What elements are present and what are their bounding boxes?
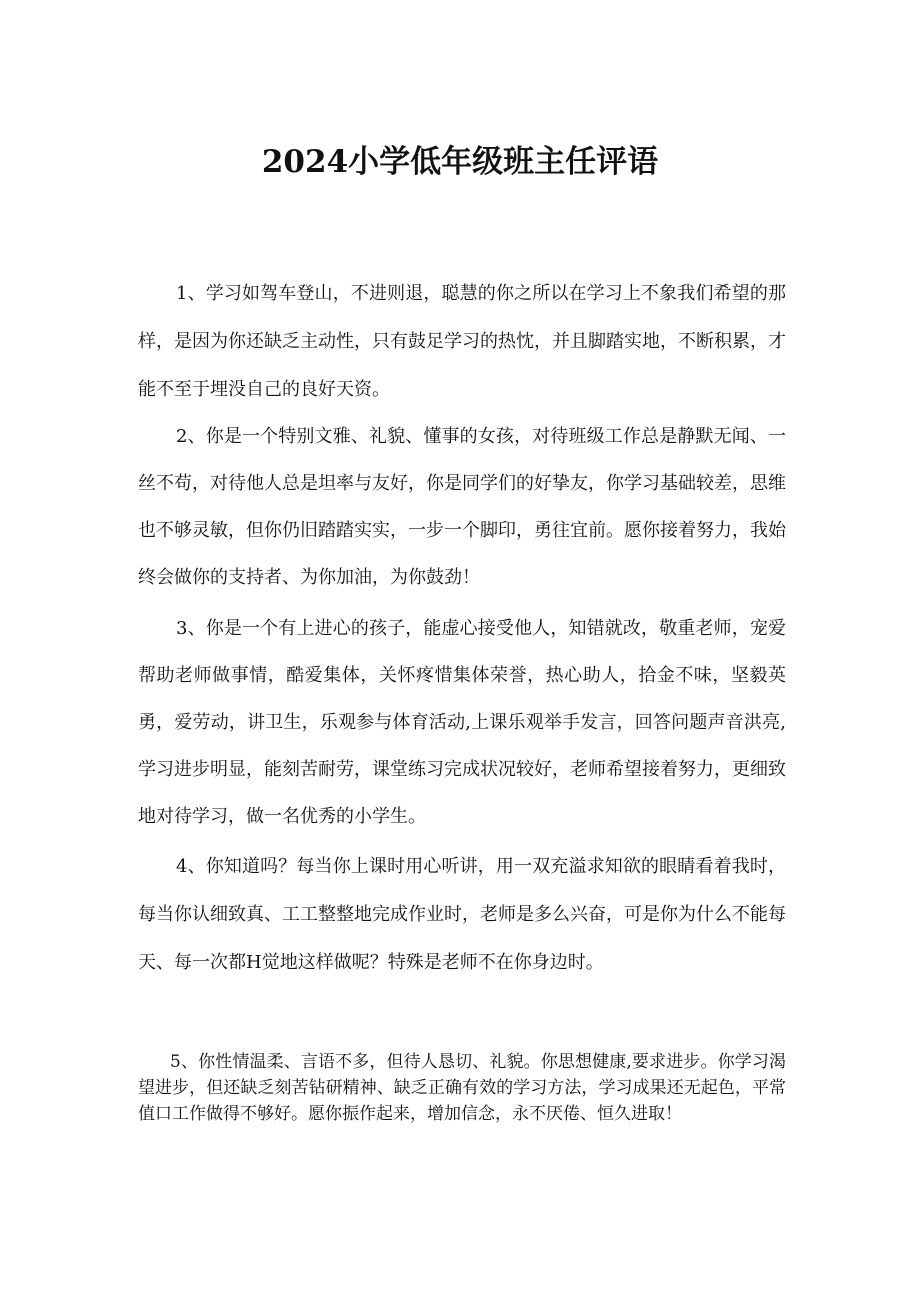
paragraph-2: 2、你是一个特别文雅、礼貌、懂事的女孩，对待班级工作总是静默无闻、一丝不苟，对待他人总是坦率与友好，你是同学们的好挚友，你学习基础较差，思维也不够灵敏，但你仍旧踏踏实实，一步一个脚印，勇往宜前。愿你接着努力，我始终会做你的支持者、为你加油，为你鼓劲！ [138, 426, 786, 588]
paragraph-4: 4、你知道吗？每当你上课时用心听讲，用一双充溢求知欲的眼睛看着我时，每当你认细致真、工工整整地完成作业时，老师是多么兴奋，可是你为什么不能每天、每一次都H觉地这样做呢？特殊是老师不在你身边时。 [138, 856, 786, 973]
document-title: 2024小学低年级班主任评语 [261, 144, 659, 180]
paragraph-1: 1、学习如驾车登山，不进则退，聪慧的你之所以在学习上不象我们希望的那样，是因为你还缺乏主动性，只有鼓足学习的热忱，并且脚踏实地，不断积累，才能不至于埋没自己的良好天资。 [138, 283, 786, 400]
paragraph-3: 3、你是一个有上进心的孩子，能虚心接受他人，知错就改，敬重老师，宠爱帮助老师做事情，酷爱集体，关怀疼惜集体荣誉，热心助人，拾金不味，坚毅英勇，爱劳动，讲卫生，乐观参与体育活动,上课乐观举手发言，回答问题声音洪亮,学习进步明显，能刻苦耐劳，课堂练习完成状况较好，老师希望接着努力，更细致地对待学习，做一名优秀的小学生。 [138, 618, 786, 827]
paragraph-5: 5、你性情温柔、言语不多，但待人恳切、礼貌。你思想健康,要求进步。你学习渴望进步，但还缺乏刻苦钻研精神、缺乏正确有效的学习方法，学习成果还无起色，平常值口工作做得不够好。愿你振作起来，增加信念，永不厌倦、恒久进取！ [138, 1052, 786, 1124]
